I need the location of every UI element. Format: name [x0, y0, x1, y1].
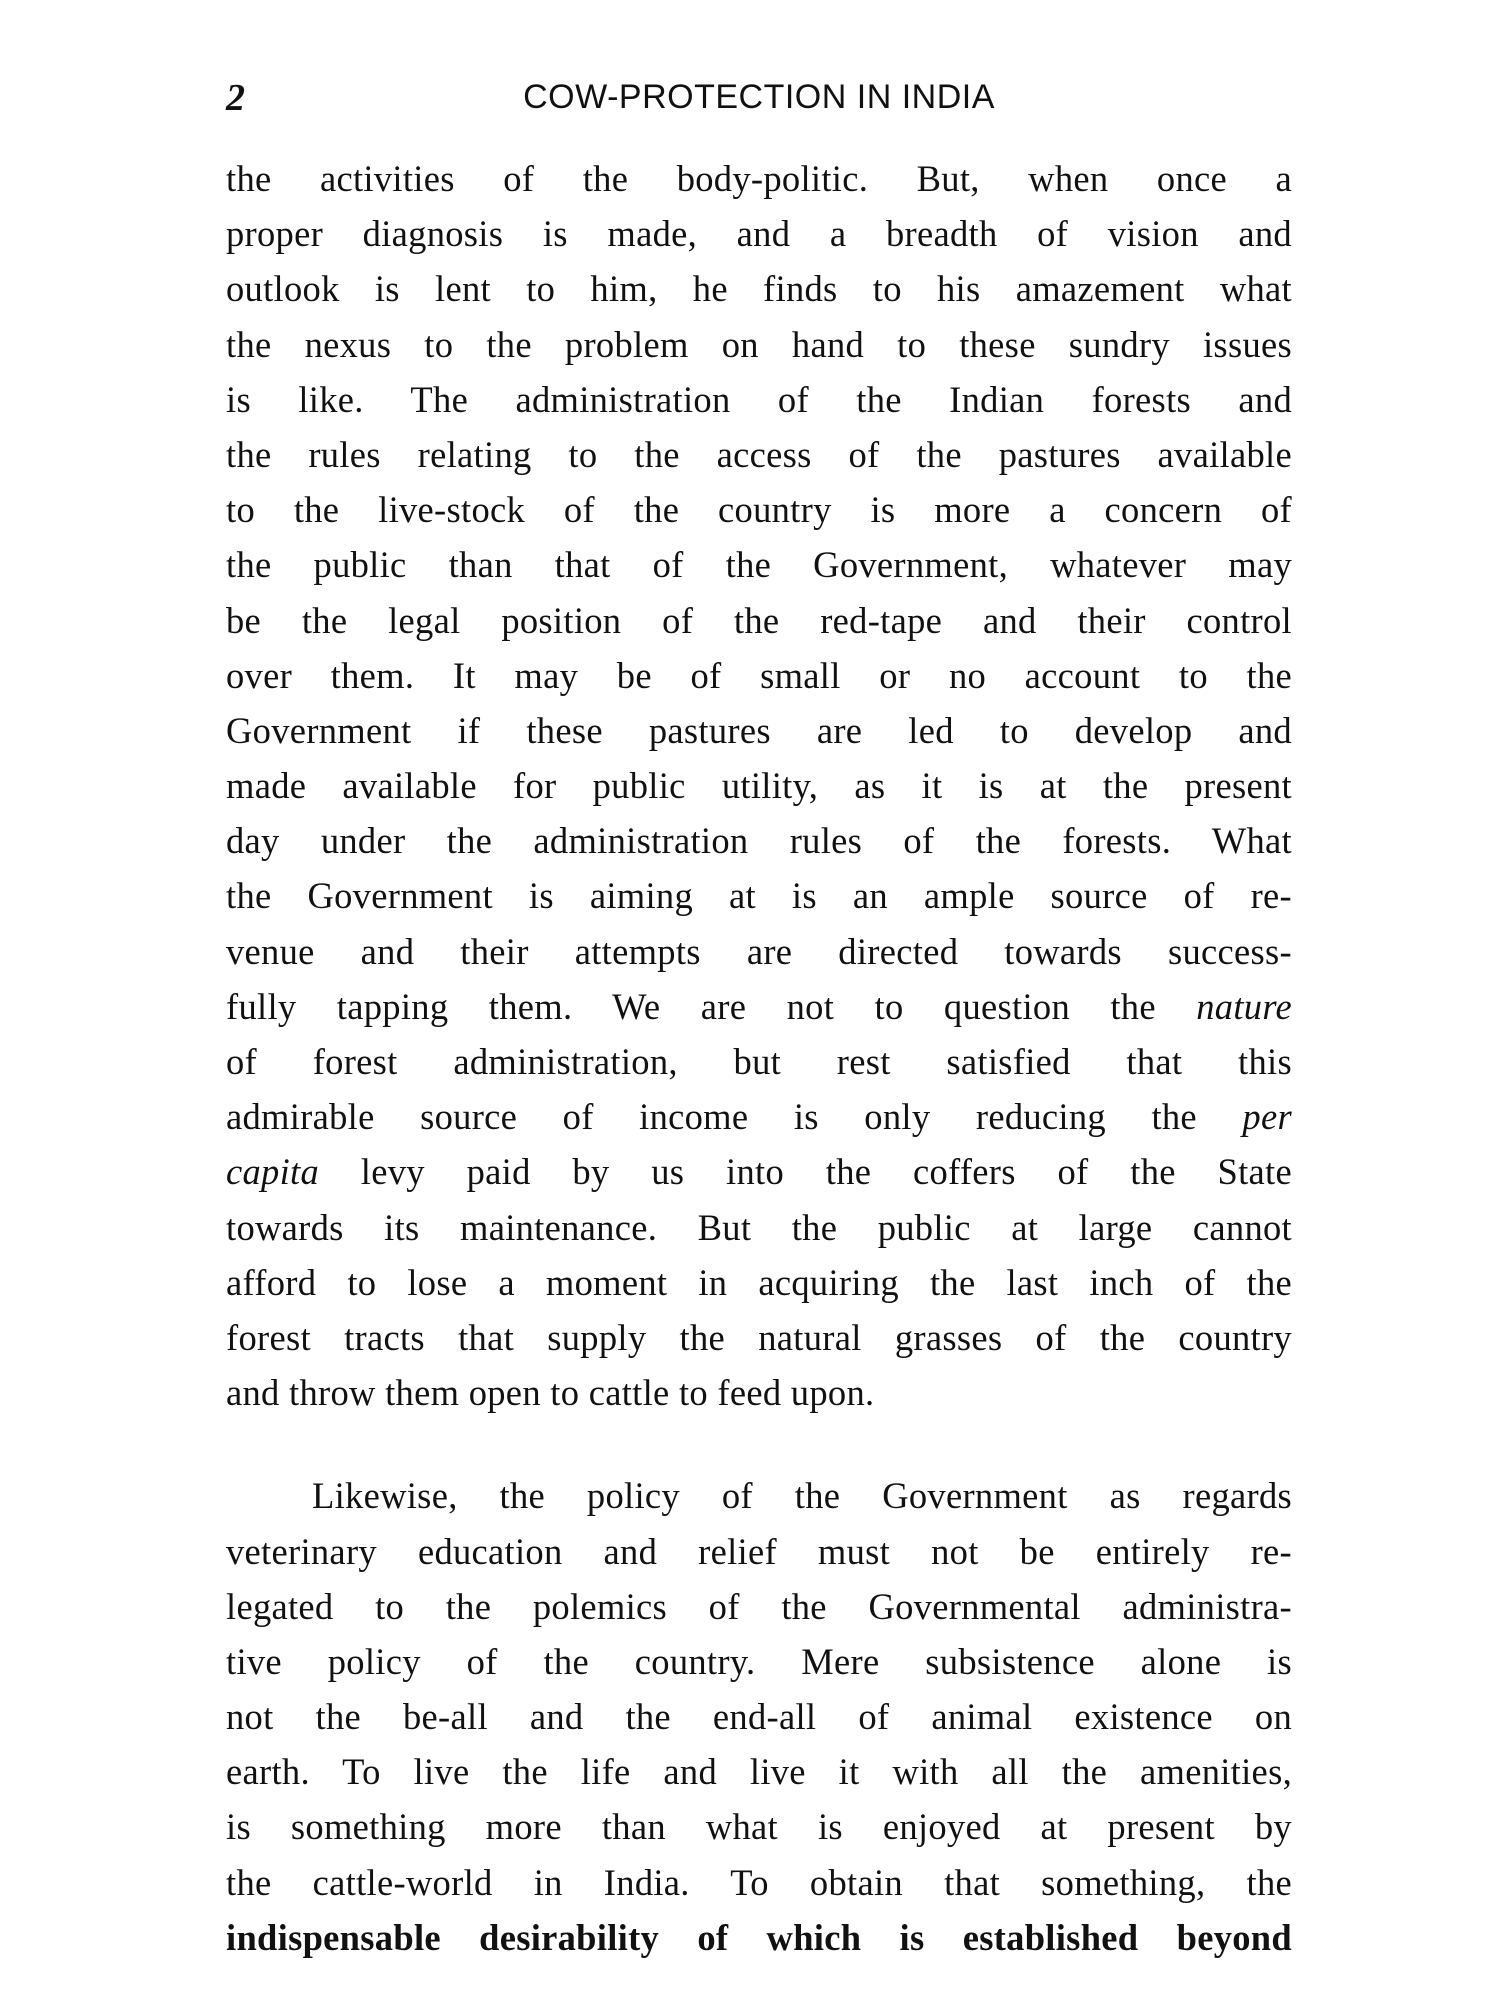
text-segment: fully tapping them. We are not to question the — [226, 985, 1156, 1027]
text-line: is like. The administration of the Indian forests and — [226, 378, 1292, 420]
text-line: towards its maintenance. But the public at large cannot — [226, 1206, 1292, 1248]
paragraph-gap — [226, 1420, 1292, 1468]
text-line: forest tracts that supply the natural grasses of the country — [226, 1316, 1292, 1358]
text-line — [226, 1089, 1292, 1144]
text-line: Government if these pastures are led to develop and — [226, 709, 1292, 751]
text-line: the cattle-world in India. To obtain that something, the — [226, 1861, 1292, 1903]
text-segment: levy paid by us into the coffers of the State — [360, 1151, 1292, 1193]
text-line: proper diagnosis is made, and a breadth of vision and — [226, 213, 1292, 255]
text-line: to the live-stock of the country is more a concern of — [226, 489, 1292, 531]
text-line: afford to lose a moment in acquiring the last inch of the — [226, 1261, 1292, 1303]
paragraph-1 — [226, 151, 1292, 1420]
text-line: outlook is lent to him, he finds to his amazement what — [226, 268, 1292, 310]
running-header — [226, 76, 1292, 120]
text-line: the activities of the body-politic. But, when once a — [226, 158, 1292, 199]
text-line: Likewise, the policy of the Government as regards — [312, 1475, 1292, 1517]
text-segment: admirable source of income is only reducing the — [226, 1096, 1197, 1138]
text-line: and throw them open to cattle to feed upon. — [226, 1372, 875, 1414]
text-line: the rules relating to the access of the pastures available — [226, 433, 1292, 475]
body-text — [226, 151, 1292, 1965]
text-line — [226, 979, 1292, 1034]
paragraph-2 — [226, 1468, 1292, 1965]
text-line: earth. To live the life and live it with all the amenities, — [226, 1751, 1292, 1793]
text-line: the Government is aiming at is an ample source of re- — [226, 875, 1292, 917]
text-line: not the be-all and the end-all of animal existence on — [226, 1696, 1292, 1738]
running-title: COW-PROTECTION IN INDIA — [523, 78, 995, 116]
text-line: over them. It may be of small or no account to the — [226, 654, 1292, 696]
text-line: of forest administration, but rest satisfied that this — [226, 1041, 1292, 1082]
italic-word: nature — [1196, 985, 1292, 1027]
italic-word: capita — [226, 1151, 320, 1193]
text-line: veterinary education and relief must not be entirely re- — [226, 1530, 1292, 1572]
text-line: made available for public utility, as it is at the present — [226, 765, 1292, 807]
text-line: is something more than what is enjoyed at present by — [226, 1806, 1292, 1848]
text-line: be the legal position of the red-tape and their control — [226, 599, 1292, 641]
text-line: the nexus to the problem on hand to these sundry issues — [226, 323, 1292, 365]
text-line: indispensable desirability of which is established beyond — [226, 1916, 1292, 1958]
text-line: venue and their attempts are directed towards success- — [226, 930, 1292, 972]
text-line: day under the administration rules of the forests. What — [226, 820, 1292, 862]
text-line: tive policy of the country. Mere subsistence alone is — [226, 1640, 1292, 1682]
text-line: legated to the polemics of the Governmental administra- — [226, 1585, 1292, 1627]
text-line — [226, 1144, 1292, 1199]
text-line: the public than that of the Government, whatever may — [226, 544, 1292, 586]
page-number: 2 — [226, 77, 245, 119]
italic-word: per — [1242, 1096, 1292, 1138]
